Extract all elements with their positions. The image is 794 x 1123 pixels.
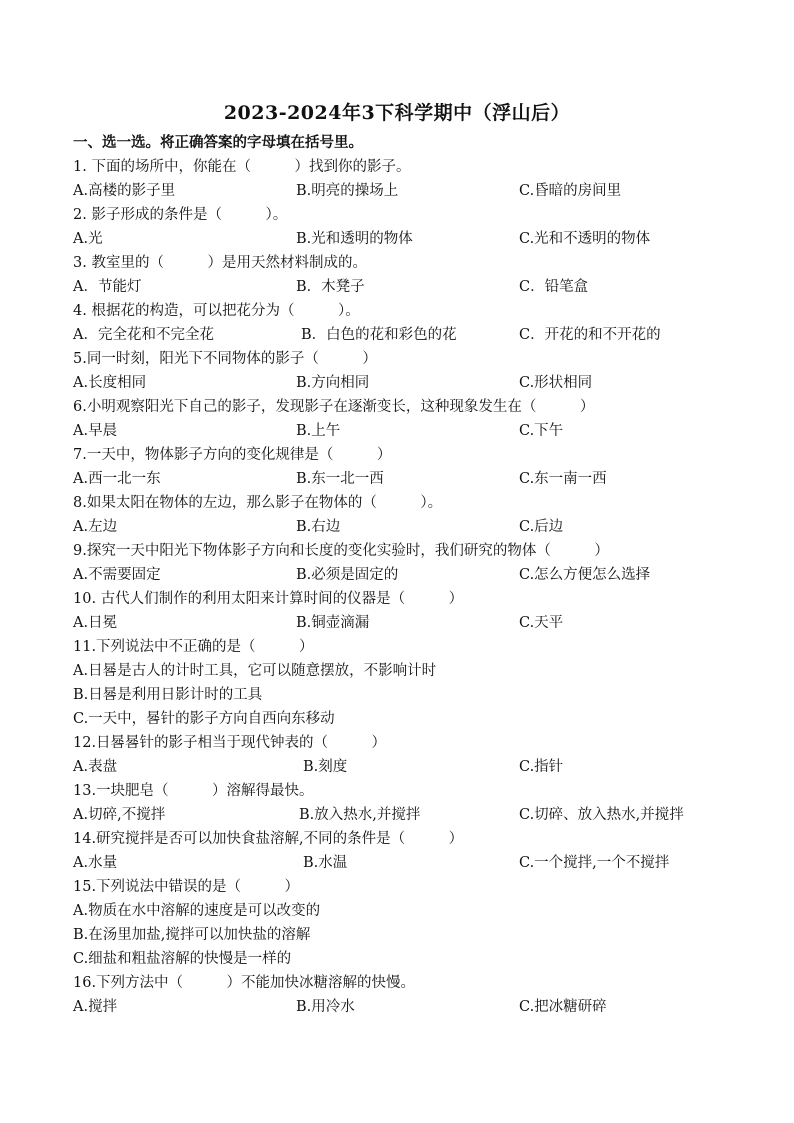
- exam-title: 2023-2024年3下科学期中（浮山后）: [223, 102, 571, 124]
- option-line: C.细盐和粗盐溶解的快慢是一样的: [73, 951, 292, 967]
- option-b: B.刻度: [303, 759, 348, 775]
- option-c: C.指针: [519, 759, 564, 775]
- option-a: A.早晨: [73, 423, 118, 439]
- option-c: C.切碎、放入热水,并搅拌: [519, 807, 684, 823]
- question-stem: 14.研究搅拌是否可以加快食盐溶解,不同的条件是（ ）: [73, 831, 464, 847]
- question-stem: 5.同一时刻，阳光下不同物体的影子（ ）: [73, 351, 377, 367]
- option-b: B.方向相同: [296, 375, 370, 391]
- option-c: C.后边: [519, 519, 564, 535]
- option-c: C.东一南一西: [519, 471, 607, 487]
- option-c: C.光和不透明的物体: [519, 231, 651, 247]
- option-c: C.昏暗的房间里: [519, 183, 622, 199]
- option-b: B.水温: [303, 855, 348, 871]
- option-b: B．木凳子: [296, 279, 365, 295]
- question-stem: 10. 古代人们制作的利用太阳来计算时间的仪器是（ ）: [73, 591, 464, 607]
- option-line: B.日晷是利用日影计时的工具: [73, 687, 263, 703]
- option-line: A.物质在水中溶解的速度是可以改变的: [73, 903, 321, 919]
- option-c: C.怎么方便怎么选择: [519, 567, 651, 583]
- question-stem: 11.下列说法中不正确的是（ ）: [73, 639, 314, 655]
- option-b: B.右边: [296, 519, 341, 535]
- question-stem: 1. 下面的场所中，你能在（ ）找到你的影子。: [73, 159, 411, 175]
- option-b: B.上午: [296, 423, 341, 439]
- option-c: C.一个搅拌,一个不搅拌: [519, 855, 670, 871]
- question-stem: 9.探究一天中阳光下物体影子方向和长度的变化实验时，我们研究的物体（ ）: [73, 543, 609, 559]
- option-c: C.天平: [519, 615, 564, 631]
- option-a: A.高楼的影子里: [73, 183, 176, 199]
- option-line: C.一天中，晷针的影子方向自西向东移动: [73, 711, 335, 727]
- question-stem: 12.日晷晷针的影子相当于现代钟表的（ ）: [73, 735, 387, 751]
- option-a: A.搅拌: [73, 999, 118, 1015]
- option-a: A.西一北一东: [73, 471, 161, 487]
- option-c: C.下午: [519, 423, 564, 439]
- option-line: B.在汤里加盐,搅拌可以加快盐的溶解: [73, 927, 311, 943]
- option-a: A．节能灯: [73, 279, 142, 295]
- question-stem: 15.下列说法中错误的是（ ）: [73, 879, 300, 895]
- option-a: A．完全花和不完全花: [73, 327, 214, 343]
- option-b: B.铜壶滴漏: [296, 615, 370, 631]
- option-c: C.形状相同: [519, 375, 593, 391]
- question-stem: 4. 根据花的构造，可以把花分为（ ）。: [73, 303, 360, 319]
- option-a: A.光: [73, 231, 103, 247]
- option-b: B.明亮的操场上: [296, 183, 399, 199]
- question-stem: 2. 影子形成的条件是（ ）。: [73, 207, 288, 223]
- option-a: A.切碎,不搅拌: [73, 807, 166, 823]
- option-a: A.表盘: [73, 759, 118, 775]
- question-stem: 6.小明观察阳光下自己的影子，发现影子在逐渐变长，这种现象发生在（ ）: [73, 399, 595, 415]
- question-stem: 7.一天中，物体影子方向的变化规律是（ ）: [73, 447, 392, 463]
- option-b: B.东一北一西: [296, 471, 384, 487]
- question-stem: 13.一块肥皂（ ）溶解得最快。: [73, 783, 314, 799]
- option-a: A.长度相同: [73, 375, 147, 391]
- option-b: B．白色的花和彩色的花: [301, 327, 457, 343]
- question-stem: 8.如果太阳在物体的左边，那么影子在物体的（ ）。: [73, 495, 443, 511]
- option-b: B.必须是固定的: [296, 567, 399, 583]
- option-c: C．铅笔盒: [519, 279, 589, 295]
- option-c: C.把冰糖研碎: [519, 999, 607, 1015]
- option-a: A.日冕: [73, 615, 118, 631]
- question-stem: 16.下列方法中（ ）不能加快冰糖溶解的快慢。: [73, 975, 416, 991]
- option-c: C．开花的和不开花的: [519, 327, 661, 343]
- section-heading: 一、选一选。将正确答案的字母填在括号里。: [73, 134, 363, 151]
- option-b: B.光和透明的物体: [296, 231, 413, 247]
- option-a: A.不需要固定: [73, 567, 161, 583]
- option-b: B.用冷水: [296, 999, 355, 1015]
- option-line: A.日晷是古人的计时工具，它可以随意摆放，不影响计时: [73, 663, 437, 679]
- question-stem: 3. 教室里的（ ）是用天然材料制成的。: [73, 255, 367, 271]
- option-a: A.左边: [73, 519, 118, 535]
- option-b: B.放入热水,并搅拌: [299, 807, 421, 823]
- option-a: A.水量: [73, 855, 118, 871]
